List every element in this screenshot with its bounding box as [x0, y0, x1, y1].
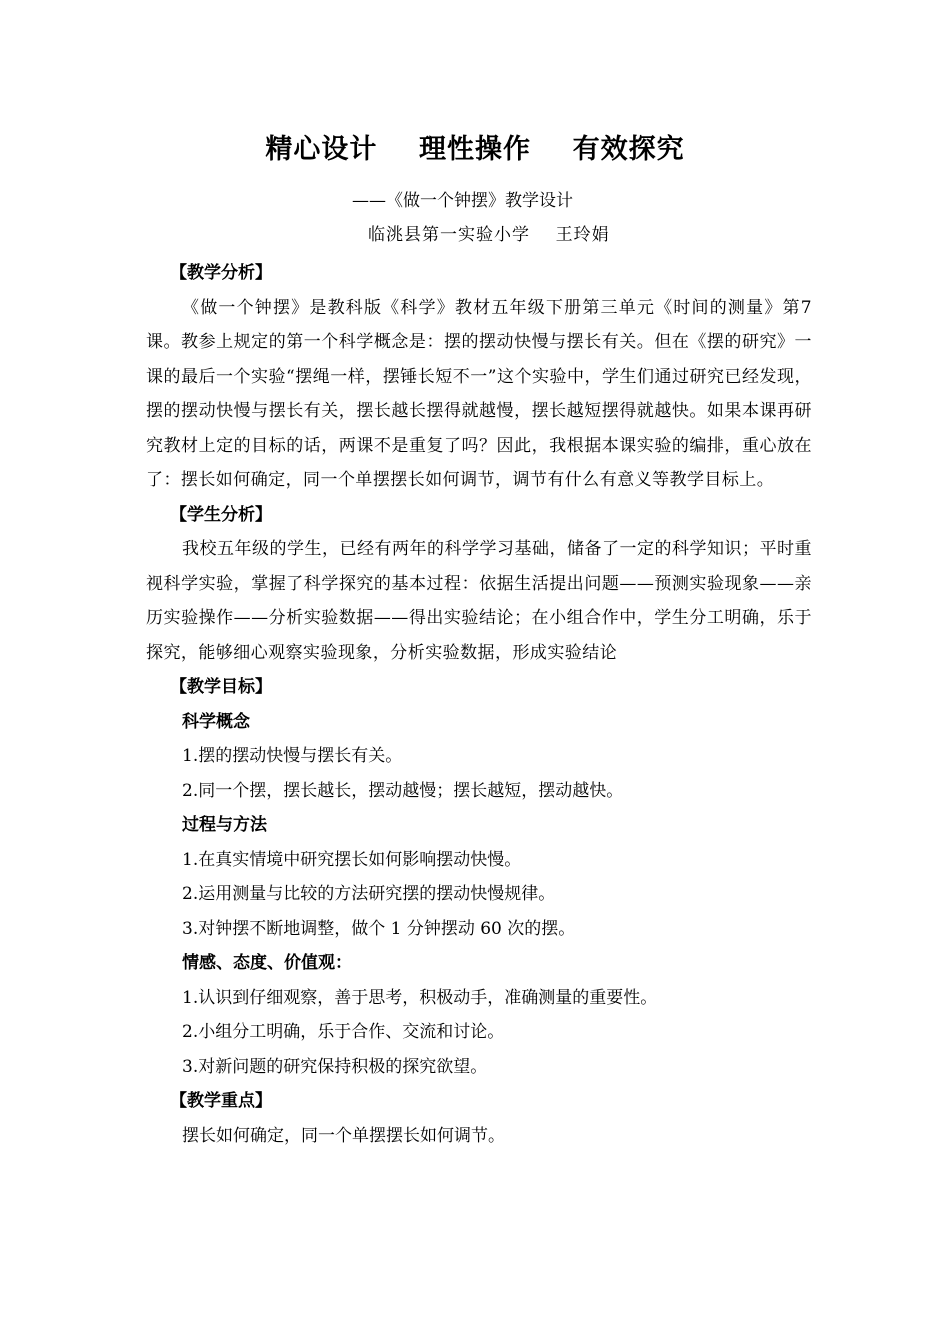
list-item: 1.摆的摆动快慢与摆长有关。 — [182, 746, 403, 766]
list-item: 3.对新问题的研究保持积极的探究欲望。 — [182, 1056, 488, 1077]
goals-concepts-heading: 科学概念 — [182, 711, 250, 732]
goals-attitude-heading: 情感、态度、价值观： — [182, 953, 352, 973]
goals-process-heading: 过程与方法 — [182, 815, 267, 835]
list-item: 1.在真实情境中研究摆长如何影响摆动快慢。 — [182, 849, 522, 870]
section-heading-focus: 【教学重点】 — [170, 1091, 272, 1111]
students-paragraph: 我校五年级的学生，已经有两年的科学学习基础，储备了一定的科学知识；平时重视科学实验，掌握了科学探究的基本过程：依据生活提出问题——预测实验现象——亲历实验操作——分析实验数据——得出实验结论；在小组合作中，学生分工明确，乐于探究，能够细心观察实验现象，分析实验数据，形成实验结论 — [146, 539, 812, 663]
section-heading-students: 【学生分析】 — [170, 504, 272, 525]
focus-paragraph: 摆长如何确定，同一个单摆摆长如何调节。 — [182, 1125, 505, 1146]
analysis-paragraph: 《做一个钟摆》是教科版《科学》教材五年级下册第三单元《时间的测量》第7课。教参上规定的第一个科学概念是：摆的摆动快慢与摆长有关。但在《摆的研究》一课的最后一个实验“摆绳一样，摆锤长短不一”这个实验中，学生们通过研究已经发现，摆的摆动快慢与摆长有关，摆长越长摆得就越慢，摆长越短摆得就越快。如果本课再研究教材上定的目标的话，两课不是重复了吗？因此，我根据本课实验的编排，重心放在了：摆长如何确定，同一个单摆摆长如何调节，调节有什么有意义等教学目标上。 — [146, 297, 812, 490]
document-subtitle: ——《做一个钟摆》教学设计 — [352, 191, 573, 211]
list-item: 2.运用测量与比较的方法研究摆的摆动快慢规律。 — [182, 884, 556, 904]
document-body — [146, 256, 812, 1153]
section-heading-analysis: 【教学分析】 — [170, 263, 272, 283]
document-author: 临洮县第一实验小学 王玲娟 — [368, 225, 610, 245]
list-item: 3.对钟摆不断地调整，做个 1 分钟摆动 60 次的摆。 — [182, 918, 576, 939]
list-item: 2.同一个摆，摆长越长，摆动越慢；摆长越短，摆动越快。 — [182, 780, 624, 801]
section-heading-goals: 【教学目标】 — [170, 677, 272, 697]
list-item: 2.小组分工明确，乐于合作、交流和讨论。 — [182, 1022, 505, 1042]
list-item: 1.认识到仔细观察，善于思考，积极动手，准确测量的重要性。 — [182, 987, 658, 1008]
document-title: 精心设计 理性操作 有效探究 — [265, 134, 685, 165]
